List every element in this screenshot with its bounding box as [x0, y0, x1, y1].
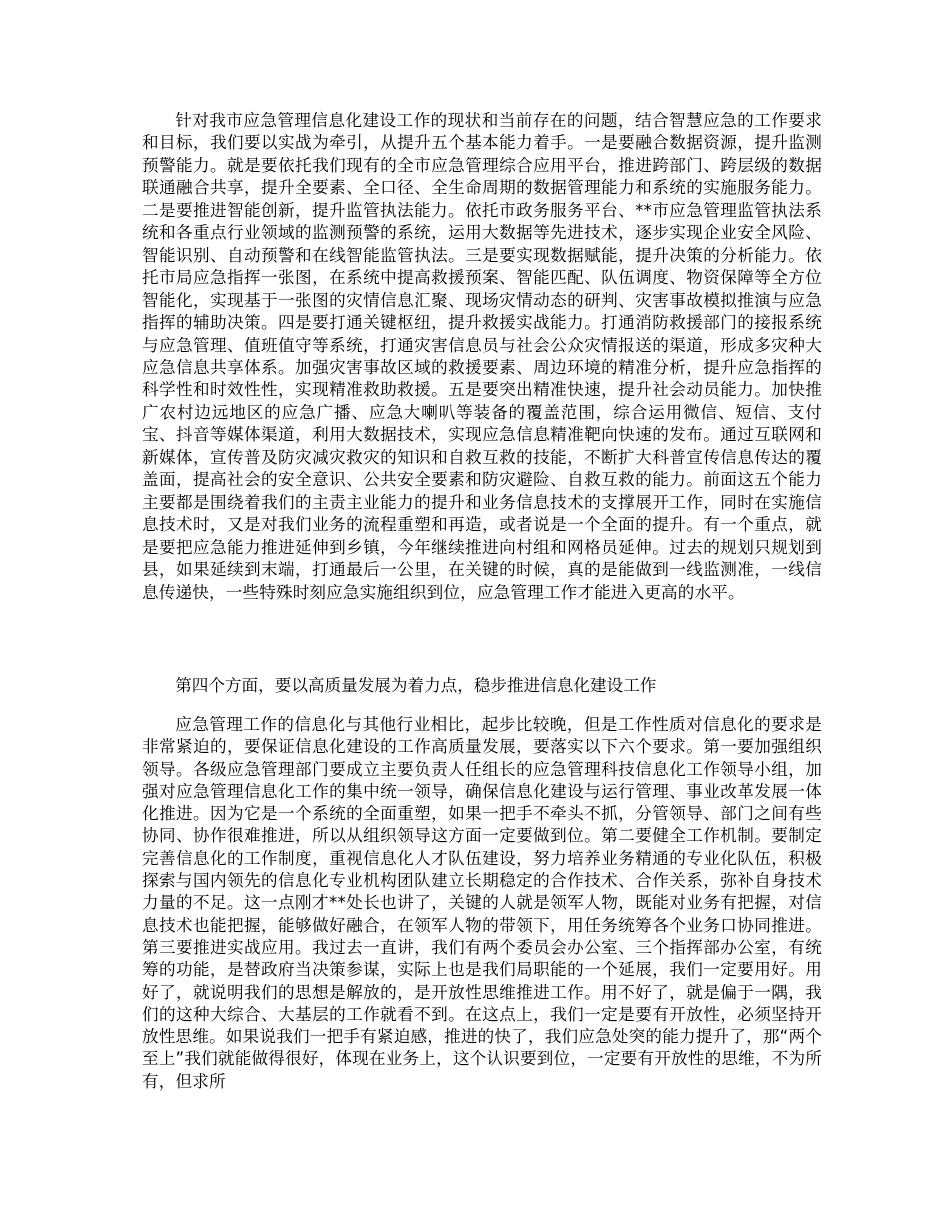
body-paragraph-1 [142, 110, 822, 604]
section-heading [142, 674, 822, 698]
paragraph-text: 针对我市应急管理信息化建设工作的现状和当前存在的问题，结合智慧应急的工作要求和目标，我们要以实战为牵引，从提升五个基本能力着手。一是要融合数据资源，提升监测预警能力。就是要依托我们现有的全市应急管理综合应用平台，推进跨部门、跨层级的数据联通融合共享，提升全要素、全口径、全生命周期的数据管理能力和系统的实施服务能力。二是要推进智能创新，提升监管执法能力。依托市政务服务平台、**市应急管理监管执法系统和各重点行业领域的监测预警的系统，运用大数据等先进技术，逐步实现企业安全风险、智能识别、自动预警和在线智能监管执法。三是要实现数据赋能，提升决策的分析能力。依托市局应急指挥一张图，在系统中提高救援预案、智能匹配、队伍调度、物资保障等全方位智能化，实现基于一张图的灾情信息汇聚、现场灾情动态的研判、灾害事故模拟推演与应急指挥的辅助决策。四是要打通关键枢纽，提升救援实战能力。打通消防救援部门的接报系统与应急管理、值班值守等系统，打通灾害信息员与社会公众灾情报送的渠道，形成多灾种大应急信息共享体系。加强灾害事故区域的救援要素、周边环境的精准分析，提升应急指挥的科学性和时效性性，实现精准救助救援。五是要突出精准快速，提升社会动员能力。加快推广农村边远地区的应急广播、应急大喇叭等装备的覆盖范围，综合运用微信、短信、支付宝、抖音等媒体渠道，利用大数据技术，实现应急信息精准靶向快速的发布。通过互联网和新媒体，宣传普及防灾减灾救灾的知识和自救互救的技能，不断扩大科普宣传信息传达的覆盖面，提高社会的安全意识、公共安全要素和防灾避险、自救互救的能力。前面这五个能力主要都是围绕着我们的主责主业能力的提升和业务信息技术的支撑展开工作，同时在实施信息技术时，又是对我们业务的流程重塑和再造，或者说是一个全面的提升。有一个重点，就是要把应急能力推进延伸到乡镇，今年继续推进向村组和网格员延伸。过去的规划只规划到县，如果延续到末端，打通最后一公里，在关键的时候，真的是能做到一线监测准，一线信息传递快，一些特殊时刻应急实施组织到位，应急管理工作才能进入更高的水平。 [142, 111, 822, 602]
heading-text: 第四个方面，要以高质量发展为着力点，稳步推进信息化建设工作 [175, 676, 657, 695]
paragraph-text: 应急管理工作的信息化与其他行业相比，起步比较晚，但是工作性质对信息化的要求是非常紧迫的，要保证信息化建设的工作高质量发展，要落实以下六个要求。第一要加强组织领导。各级应急管理部门要成立主要负责人任组长的应急管理科技信息化工作领导小组，加强对应急管理信息化工作的集中统一领导，确保信息化建设与运行管理、事业改革发展一体化推进。因为它是一个系统的全面重塑，如果一把手不牵头不抓，分管领导、部门之间有些协同、协作很难推进，所以从组织领导这方面一定要做到位。第二要健全工作机制。要制定完善信息化的工作制度，重视信息化人才队伍建设，努力培养业务精通的专业化队伍，积极探索与国内领先的信息化专业机构团队建立长期稳定的合作技术、合作关系，弥补自身技术力量的不足。这一点刚才**处长也讲了，关键的人就是领军人物，既能对业务有把握，对信息技术也能把握，能够做好融合，在领军人物的带领下，用任务统筹各个业务口协同推进。第三要推进实战应用。我过去一直讲，我们有两个委员会办公室、三个指挥部办公室，有统筹的功能，是替政府当决策参谋，实际上也是我们局职能的一个延展，我们一定要用好。用好了，就说明我们的思想是解放的，是开放性思维推进工作。用不好了，就是偏于一隅，我们的这种大综合、大基层的工作就看不到。在这点上，我们一定是要有开放性，必须坚持开放性思维。如果说我们一把手有紧迫感，推进的快了，我们应急处突的能力提升了，那“两个至上”我们就能做得很好，体现在业务上，这个认识要到位，一定要有开放性的思维，不为所有，但求所 [142, 715, 822, 1091]
body-paragraph-2 [142, 714, 822, 1093]
